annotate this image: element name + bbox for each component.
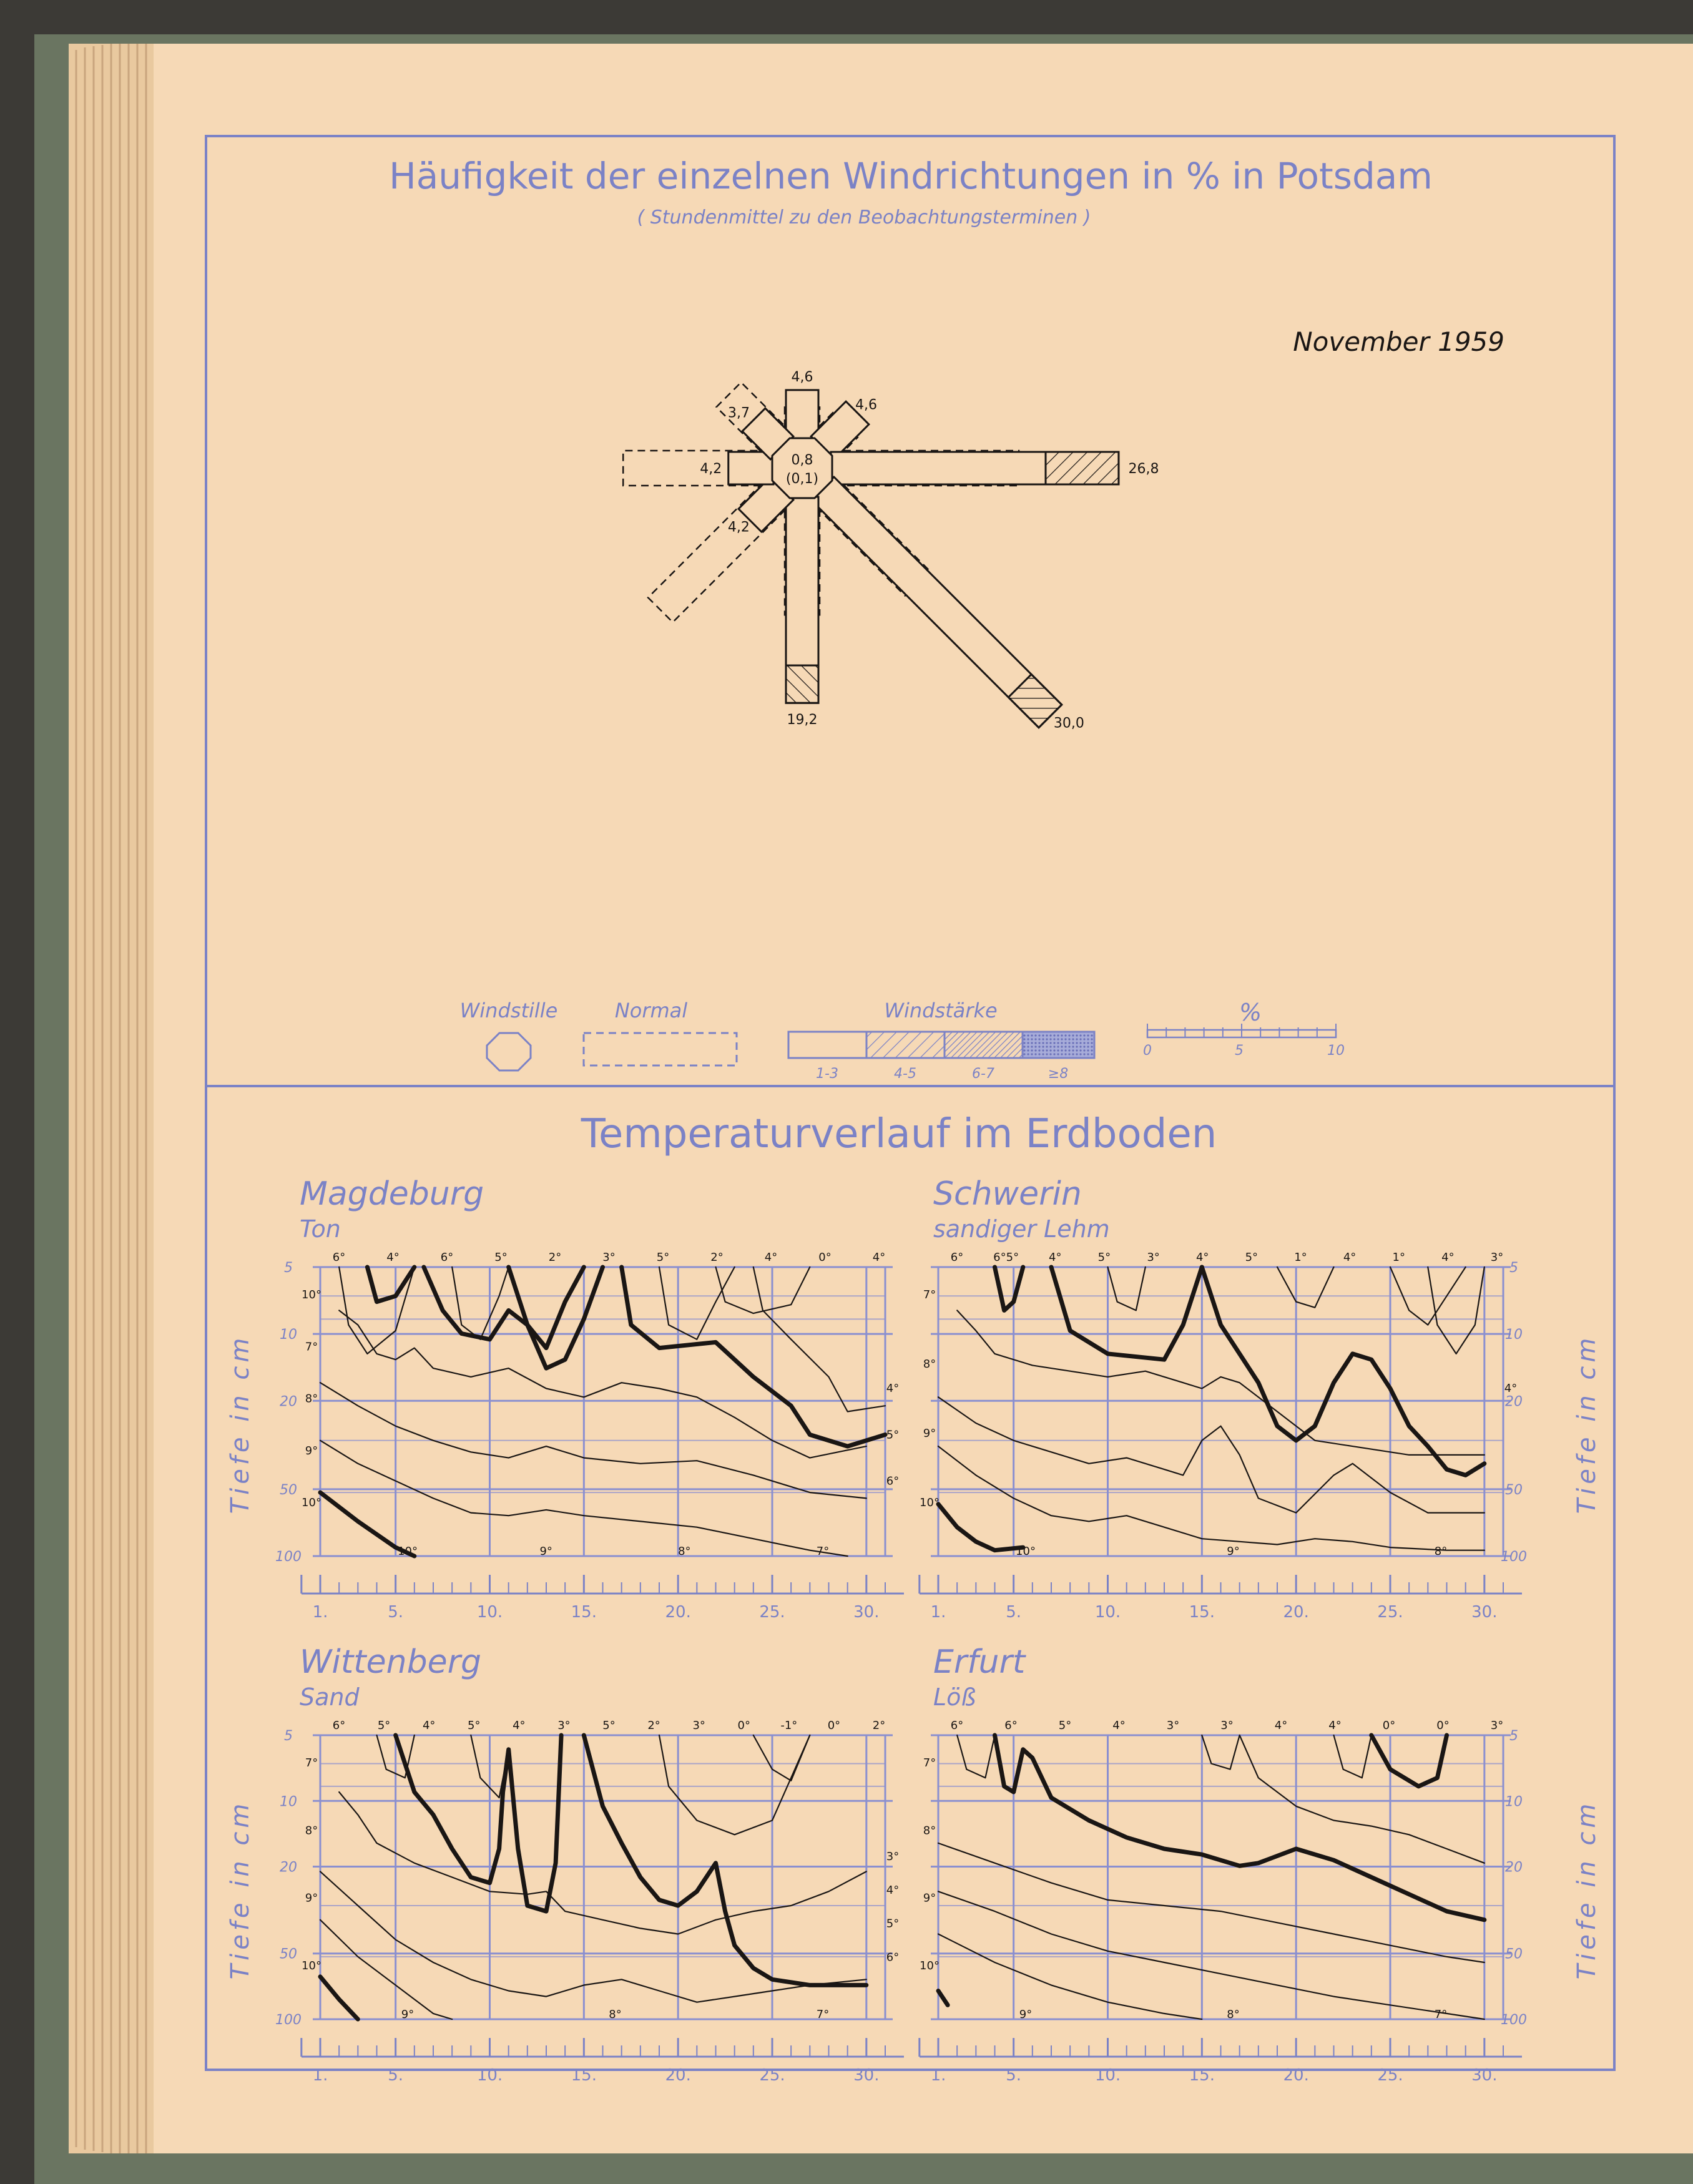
isotherm-side-label: 10° (920, 1496, 940, 1509)
isotherm-top-label: 4° (422, 1719, 436, 1732)
soil-type: Löß (933, 1683, 976, 1711)
calm-octagon (772, 438, 832, 498)
day-tick-label: 10. (1094, 1603, 1121, 1622)
isotherm-top-label: 4° (1195, 1251, 1209, 1264)
day-tick-label: 10. (476, 1603, 503, 1622)
strength-swatch-2 (866, 1032, 945, 1058)
day-tick-label: 5. (1006, 2066, 1022, 2085)
isotherm-bottom-label: 9° (539, 1545, 552, 1558)
isotherm-top-label: 0° (1382, 1719, 1396, 1732)
isotherm-top-label: 3° (692, 1719, 705, 1732)
day-tick-label: 25. (759, 2066, 785, 2085)
isotherm-top-label: 6°5° (993, 1251, 1019, 1264)
isotherm-right-label: 6° (886, 1474, 900, 1488)
isotherm-top-label: 5° (602, 1719, 616, 1732)
isotherm-top-label: 5° (377, 1719, 391, 1732)
wind-value-w: 4,2 (700, 461, 722, 477)
strength-class-4: ≥8 (1048, 1066, 1069, 1082)
isotherm-top-label: 4° (872, 1251, 886, 1264)
isotherm-side-label: 8° (305, 1392, 318, 1406)
isotherm-bottom-label: 9° (1227, 1545, 1240, 1558)
isotherm-bottom-label: 8° (609, 2008, 622, 2021)
station-name: Magdeburg (300, 1175, 484, 1213)
depth-tick-20: 20 (1505, 1859, 1523, 1876)
day-tick-label: 15. (571, 2066, 597, 2085)
day-tick-label: 10. (1094, 2066, 1121, 2085)
isotherm-top-label: 3° (557, 1719, 571, 1732)
isotherm-side-label: 7° (923, 1756, 936, 1770)
depth-tick-100: 100 (275, 1549, 302, 1565)
isotherm-top-label: 4° (1328, 1719, 1342, 1732)
depth-tick-5: 5 (284, 1728, 293, 1744)
day-tick-label: 20. (665, 2066, 691, 2085)
day-tick-label: 25. (1377, 1603, 1403, 1622)
isotherm-top-label: 4° (513, 1719, 526, 1732)
isotherm-top-label: 2° (872, 1719, 886, 1732)
depth-tick-5: 5 (284, 1260, 293, 1276)
isotherm-top-label: 3° (1490, 1251, 1504, 1264)
calm-value: 0,8 (791, 453, 813, 468)
wind-value-sw: 4,2 (727, 519, 750, 536)
calm-sub-value: (0,1) (785, 471, 819, 487)
isotherm-side-label: 8° (923, 1358, 936, 1371)
station-name: Erfurt (933, 1643, 1026, 1681)
isotherm-right-label: 4° (886, 1382, 900, 1395)
depth-axis-label: Tiefe in cm (1573, 1800, 1601, 1980)
scale-label: % (1239, 999, 1262, 1026)
isotherm-top-label: 0° (737, 1719, 750, 1732)
day-tick-label: 1. (930, 1603, 946, 1622)
station-name: Wittenberg (300, 1643, 481, 1681)
depth-tick-50: 50 (1505, 1482, 1523, 1498)
isotherm-top-label: 3° (1166, 1719, 1180, 1732)
depth-tick-20: 20 (280, 1394, 297, 1410)
isotherm-side-label: 9° (305, 1444, 318, 1457)
day-tick-label: 1. (312, 1603, 328, 1622)
day-tick-label: 15. (1189, 2066, 1215, 2085)
wind-bar-strong-part (1046, 452, 1119, 484)
period-label: November 1959 (1293, 326, 1504, 357)
strength-swatch-4 (1023, 1032, 1094, 1058)
isotherm-side-label: 9° (923, 1891, 936, 1905)
isotherm-top-label: 4° (1343, 1251, 1357, 1264)
isotherm-side-label: 9° (305, 1891, 318, 1905)
wind-bar-s (786, 497, 818, 703)
isotherm-side-label: 7° (305, 1756, 318, 1770)
depth-tick-20: 20 (280, 1859, 297, 1876)
depth-tick-5: 5 (1509, 1728, 1518, 1744)
day-tick-label: 1. (930, 2066, 946, 2085)
wind-value-ne: 4,6 (855, 397, 877, 413)
isotherm-top-label: 5° (656, 1251, 670, 1264)
soil-type: Sand (300, 1683, 360, 1711)
isotherm-top-label: 2° (548, 1251, 562, 1264)
strength-swatch-3 (945, 1032, 1023, 1058)
depth-tick-10: 10 (1505, 1794, 1523, 1810)
depth-tick-100: 100 (1501, 2012, 1527, 2028)
isotherm-top-label: 6° (332, 1251, 346, 1264)
wind-chart-subtitle: ( Stundenmittel zu den Beobachtungsterminen ) (637, 207, 1091, 228)
wind-value-se: 30,0 (1053, 715, 1084, 732)
day-tick-label: 10. (476, 2066, 503, 2085)
isotherm-side-label: 10° (920, 1959, 940, 1972)
wind-value-n: 4,6 (791, 369, 813, 385)
strength-class-2: 4-5 (894, 1066, 916, 1082)
soil-temp-title: Temperaturverlauf im Erdboden (581, 1111, 1217, 1157)
isotherm-top-label: 3° (1147, 1251, 1160, 1264)
isotherm-top-label: 5° (468, 1719, 481, 1732)
depth-tick-50: 50 (280, 1946, 297, 1962)
isotherm-bottom-label: 8° (1227, 2008, 1240, 2021)
depth-tick-50: 50 (280, 1482, 297, 1498)
depth-tick-100: 100 (275, 2012, 302, 2028)
strength-class-1: 1-3 (816, 1066, 838, 1082)
depth-axis-label: Tiefe in cm (1573, 1334, 1601, 1514)
isotherm-top-label: 4° (1274, 1719, 1288, 1732)
isotherm-bottom-label: 9° (1019, 2008, 1033, 2021)
depth-tick-20: 20 (1505, 1394, 1523, 1410)
legend-strength-label: Windstärke (884, 999, 998, 1022)
scale-tick-10: 10 (1327, 1043, 1345, 1059)
isotherm-bottom-label: 10° (1016, 1545, 1036, 1558)
isotherm-bottom-label: 9° (401, 2008, 415, 2021)
isotherm-top-label: 2° (710, 1251, 724, 1264)
day-tick-label: 15. (1189, 1603, 1215, 1622)
depth-axis-label: Tiefe in cm (226, 1334, 255, 1514)
isotherm-side-label: 10° (302, 1496, 321, 1509)
isotherm-top-label: 0° (818, 1251, 832, 1264)
scale-tick-0: 0 (1143, 1043, 1152, 1059)
wind-bar-e (831, 452, 1119, 484)
isotherm-side-label: 8° (923, 1824, 936, 1838)
isotherm-top-label: 3° (1490, 1719, 1504, 1732)
isotherm-side-label: 9° (923, 1427, 936, 1440)
isotherm-top-label: 1° (1392, 1251, 1405, 1264)
isotherm-top-label: 6° (332, 1719, 346, 1732)
day-tick-label: 30. (853, 2066, 880, 2085)
wind-bar-n (786, 390, 818, 439)
day-tick-label: 25. (1377, 2066, 1403, 2085)
isotherm-side-label: 7° (305, 1340, 318, 1354)
wind-value-e: 26,8 (1128, 461, 1159, 477)
isotherm-right-label: 5° (886, 1428, 900, 1442)
isotherm-right-label: 6° (886, 1951, 900, 1964)
isotherm-bottom-label: 8° (1434, 1545, 1448, 1558)
isotherm-top-label: 4° (1112, 1719, 1126, 1732)
day-tick-label: 20. (1283, 1603, 1309, 1622)
isotherm-top-label: 5° (494, 1251, 508, 1264)
day-tick-label: 5. (388, 1603, 404, 1622)
wind-value-nw: 3,7 (727, 405, 750, 421)
isotherm-top-label: 6° (950, 1719, 964, 1732)
isotherm-side-label: 10° (302, 1959, 321, 1972)
station-name: Schwerin (933, 1175, 1082, 1213)
isotherm-top-label: 0° (1436, 1719, 1450, 1732)
depth-tick-10: 10 (1505, 1327, 1523, 1343)
isotherm-top-label: 4° (764, 1251, 778, 1264)
isotherm-top-label: 6° (950, 1251, 964, 1264)
isotherm-bottom-label: 7° (816, 1545, 830, 1558)
day-tick-label: 5. (388, 2066, 404, 2085)
isotherm-bottom-label: 7° (816, 2008, 830, 2021)
depth-tick-5: 5 (1509, 1260, 1518, 1276)
day-tick-label: 20. (1283, 2066, 1309, 2085)
depth-tick-10: 10 (280, 1794, 297, 1810)
depth-tick-50: 50 (1505, 1946, 1523, 1962)
depth-axis-label: Tiefe in cm (226, 1800, 255, 1980)
day-tick-label: 1. (312, 2066, 328, 2085)
isotherm-top-label: 1° (1294, 1251, 1307, 1264)
isotherm-top-label: -1° (780, 1719, 798, 1732)
day-tick-label: 30. (1471, 2066, 1498, 2085)
wind-value-s: 19,2 (787, 712, 818, 728)
day-tick-label: 20. (665, 1603, 691, 1622)
isotherm-top-label: 2° (647, 1719, 660, 1732)
isotherm-right-label: 3° (886, 1850, 900, 1863)
wind-bar-body (786, 390, 818, 439)
wind-chart-title: Häufigkeit der einzelnen Windrichtungen in % in Potsdam (389, 155, 1433, 197)
legend-normal-label: Normal (614, 999, 688, 1022)
legend-calm-label: Windstille (459, 999, 558, 1022)
depth-tick-100: 100 (1501, 1549, 1527, 1565)
isotherm-top-label: 6° (1004, 1719, 1018, 1732)
scale-tick-5: 5 (1235, 1043, 1244, 1059)
isotherm-top-label: 5° (1058, 1719, 1072, 1732)
isotherm-bottom-label: 8° (678, 1545, 691, 1558)
day-tick-label: 25. (759, 1603, 785, 1622)
soil-type: Ton (300, 1215, 341, 1243)
isotherm-top-label: 5° (1245, 1251, 1259, 1264)
isotherm-right-label: 5° (886, 1917, 900, 1931)
day-tick-label: 30. (853, 1603, 880, 1622)
isotherm-right-label: 4° (886, 1883, 900, 1897)
wind-bar-strong-part (786, 665, 818, 703)
isotherm-bottom-label: 7° (1434, 2008, 1448, 2021)
isotherm-top-label: 5° (1097, 1251, 1111, 1264)
depth-tick-10: 10 (280, 1327, 297, 1343)
soil-type: sandiger Lehm (933, 1215, 1110, 1243)
isotherm-top-label: 3° (602, 1251, 616, 1264)
isotherm-side-label: 10° (302, 1288, 321, 1301)
strength-class-3: 6-7 (972, 1066, 994, 1082)
isotherm-top-label: 6° (440, 1251, 454, 1264)
isotherm-bottom-label: 10° (398, 1545, 418, 1558)
day-tick-label: 30. (1471, 1603, 1498, 1622)
isotherm-top-label: 4° (1441, 1251, 1455, 1264)
day-tick-label: 5. (1006, 1603, 1022, 1622)
isotherm-top-label: 0° (827, 1719, 841, 1732)
isotherm-top-label: 4° (1049, 1251, 1062, 1264)
isotherm-side-label: 7° (923, 1288, 936, 1301)
isotherm-top-label: 4° (386, 1251, 400, 1264)
day-tick-label: 15. (571, 1603, 597, 1622)
isotherm-top-label: 3° (1220, 1719, 1234, 1732)
isotherm-right-label: 4° (1504, 1382, 1518, 1395)
isotherm-side-label: 8° (305, 1824, 318, 1838)
